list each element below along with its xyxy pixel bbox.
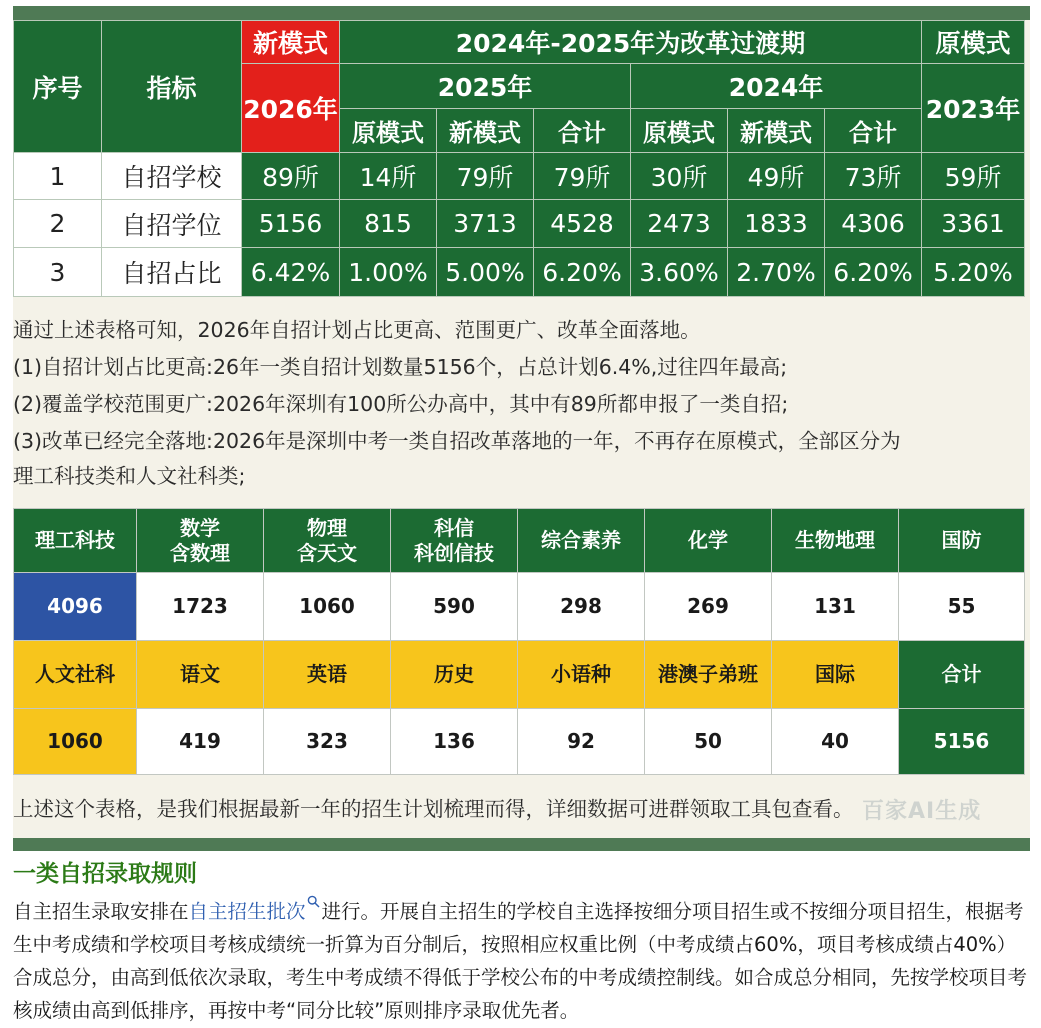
cell-seq: 3 <box>14 248 102 297</box>
subheader-new-2024: 新模式 <box>728 109 825 153</box>
humanities-total: 1060 <box>14 709 137 775</box>
cell-new-2024: 1833 <box>728 200 825 248</box>
humanities-value: 92 <box>518 709 645 775</box>
table-note: 上述这个表格，是我们根据最新一年的招生计划梳理而得，详细数据可进群领取工具包查看。 <box>13 797 854 821</box>
science-subject-header: 生物地理 <box>772 509 899 573</box>
subheader-new-2025: 新模式 <box>437 109 534 153</box>
subheader-total-2024: 合计 <box>825 109 922 153</box>
cell-total-2024: 73所 <box>825 153 922 200</box>
watermark: 百家AI生成 <box>862 799 982 824</box>
cell-old-2024: 3.60% <box>631 248 728 297</box>
science-subject-header: 物理 含天文 <box>264 509 391 573</box>
cell-total-2024: 6.20% <box>825 248 922 297</box>
subheader-old-2024: 原模式 <box>631 109 728 153</box>
science-subject-header: 数学 含数理 <box>137 509 264 573</box>
sum-value: 5156 <box>899 709 1025 775</box>
humanities-subject-header: 历史 <box>391 641 518 709</box>
cell-2023: 3361 <box>922 200 1025 248</box>
image-top-border <box>13 6 1030 20</box>
humanities-category-label: 人文社科 <box>14 641 137 709</box>
cell-new-2025: 79所 <box>437 153 534 200</box>
table-row <box>14 153 1025 200</box>
humanities-subject-header: 小语种 <box>518 641 645 709</box>
header-indicator: 指标 <box>102 21 242 153</box>
science-value: 298 <box>518 573 645 641</box>
header-year-2024: 2024年 <box>631 64 922 109</box>
humanities-subject-header: 英语 <box>264 641 391 709</box>
header-transition-period: 2024年-2025年为改革过渡期 <box>340 21 922 64</box>
humanities-value: 136 <box>391 709 518 775</box>
science-category-label: 理工科技 <box>14 509 137 573</box>
subheader-total-2025: 合计 <box>534 109 631 153</box>
cell-new-2024: 2.70% <box>728 248 825 297</box>
cell-indicator: 自招占比 <box>102 248 242 297</box>
cell-2026: 89所 <box>242 153 340 200</box>
cell-old-2024: 2473 <box>631 200 728 248</box>
cell-2023: 5.20% <box>922 248 1025 297</box>
header-seq: 序号 <box>14 21 102 153</box>
science-subject-header: 综合素养 <box>518 509 645 573</box>
cell-old-2025: 815 <box>340 200 437 248</box>
section-heading: 一类自招录取规则 <box>13 861 197 887</box>
table-row <box>14 573 1025 641</box>
summary-line-1: 通过上述表格可知，2026年自招计划占比更高、范围更广、改革全面落地。 <box>13 318 701 342</box>
header-year-2025: 2025年 <box>340 64 631 109</box>
science-subject-header: 化学 <box>645 509 772 573</box>
body-text-start: 自主招生录取安排在 <box>13 900 189 923</box>
humanities-value: 40 <box>772 709 899 775</box>
image-bottom-border <box>13 838 1030 851</box>
header-year-2023: 2023年 <box>922 64 1025 153</box>
summary-line-4: (3)改革已经完全落地:2026年是深圳中考一类自招改革落地的一年，不再存在原模式，全部区分为 <box>13 429 901 453</box>
humanities-subject-header: 语文 <box>137 641 264 709</box>
science-value: 1723 <box>137 573 264 641</box>
table-row <box>14 200 1025 248</box>
humanities-subject-header: 国际 <box>772 641 899 709</box>
cell-total-2025: 4528 <box>534 200 631 248</box>
header-year-2026: 2026年 <box>242 64 340 153</box>
summary-line-3: (2)覆盖学校范围更广:2026年深圳有100所公办高中，其中有89所都申报了一类自招; <box>13 392 789 416</box>
cell-2026: 6.42% <box>242 248 340 297</box>
cell-old-2025: 1.00% <box>340 248 437 297</box>
header-old-mode: 原模式 <box>922 21 1025 64</box>
body-text-rest: 进行。开展自主招生的学校自主选择按细分项目招生或不按细分项目招生，根据考生中考成绩和学校项目考核成绩统一折算为百分制后，按照相应权重比例（中考成绩占60%，项目考核成绩占40%）合成总分，由高到低依次录取，考生中考成绩不得低于学校公布的中考成绩控制线。如合成总分相同，先按学校项目考核成绩由高到低排序，再按中考“同分比较”原则排序录取优先者。 <box>13 900 1028 1022</box>
cell-total-2025: 6.20% <box>534 248 631 297</box>
science-value: 1060 <box>264 573 391 641</box>
cell-indicator: 自招学位 <box>102 200 242 248</box>
cell-seq: 1 <box>14 153 102 200</box>
cell-2023: 59所 <box>922 153 1025 200</box>
summary-line-5: 理工科技类和人文社科类; <box>13 464 246 488</box>
batch-link[interactable]: 自主招生批次 <box>188 900 306 923</box>
science-value: 269 <box>645 573 772 641</box>
admission-stats-table <box>13 20 1025 297</box>
science-subject-header: 科信 科创信技 <box>391 509 518 573</box>
cell-new-2024: 49所 <box>728 153 825 200</box>
table-row <box>14 709 1025 775</box>
cell-indicator: 自招学校 <box>102 153 242 200</box>
science-subject-header: 国防 <box>899 509 1025 573</box>
sum-label: 合计 <box>899 641 1025 709</box>
search-icon[interactable] <box>307 885 320 898</box>
subheader-old-2025: 原模式 <box>340 109 437 153</box>
humanities-value: 419 <box>137 709 264 775</box>
section-body <box>13 895 1031 1027</box>
cell-total-2024: 4306 <box>825 200 922 248</box>
category-plan-table <box>13 508 1025 775</box>
cell-old-2024: 30所 <box>631 153 728 200</box>
header-new-mode: 新模式 <box>242 21 340 64</box>
humanities-value: 50 <box>645 709 772 775</box>
science-value: 55 <box>899 573 1025 641</box>
summary-line-2: (1)自招计划占比更高:26年一类自招计划数量5156个，占总计划6.4%,过往四年最高; <box>13 355 788 379</box>
humanities-subject-header: 港澳子弟班 <box>645 641 772 709</box>
science-value: 590 <box>391 573 518 641</box>
cell-new-2025: 5.00% <box>437 248 534 297</box>
table-row <box>14 248 1025 297</box>
cell-seq: 2 <box>14 200 102 248</box>
cell-2026: 5156 <box>242 200 340 248</box>
cell-new-2025: 3713 <box>437 200 534 248</box>
cell-total-2025: 79所 <box>534 153 631 200</box>
science-value: 131 <box>772 573 899 641</box>
cell-old-2025: 14所 <box>340 153 437 200</box>
science-total: 4096 <box>14 573 137 641</box>
humanities-value: 323 <box>264 709 391 775</box>
